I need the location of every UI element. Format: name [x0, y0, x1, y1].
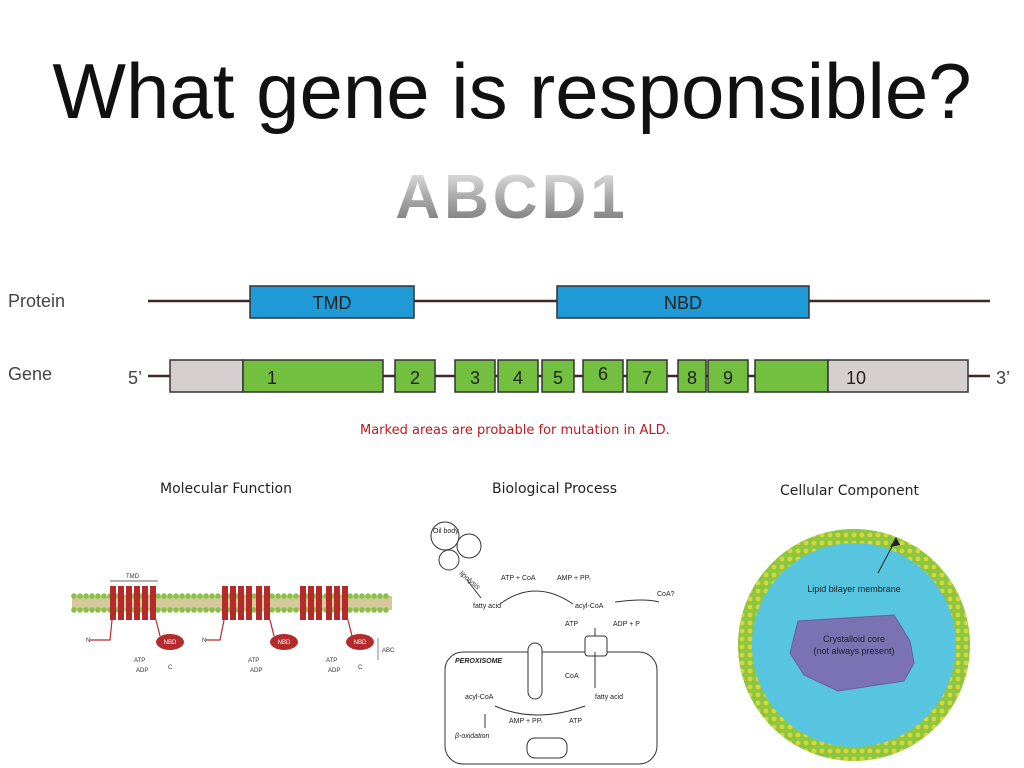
lipid-bead: [251, 593, 257, 599]
lipid-bead: [347, 593, 353, 599]
lipid-bead: [287, 607, 293, 613]
lipid-bead: [215, 607, 221, 613]
gene-label: Gene: [8, 364, 53, 384]
bp-oil-body: Oil body: [433, 528, 459, 535]
lipid-bead: [173, 593, 179, 599]
lipid-bead: [197, 607, 203, 613]
tmd-label: TMD: [312, 293, 352, 313]
mf-nbd-2: NBD: [277, 640, 291, 646]
lipid-bead: [377, 607, 383, 613]
bp-adp-p: ADP + P: [613, 621, 640, 628]
exon-label-5: 5: [552, 368, 564, 388]
lipid-bead: [185, 593, 191, 599]
biological-process-figure: [425, 518, 695, 768]
cc-membrane-label: Lipid bilayer membrane: [807, 584, 901, 594]
lipid-bead: [365, 607, 371, 613]
lipid-bead: [95, 607, 101, 613]
lipid-bead: [185, 607, 191, 613]
mf-atp-2: ATP: [248, 658, 260, 664]
caption-biological-process: Biological Process: [492, 481, 618, 497]
exon-label-3: 3: [469, 368, 481, 388]
lipid-bead: [101, 593, 107, 599]
bp-coa: CoA: [565, 673, 579, 680]
lipid-bead: [251, 607, 257, 613]
mf-nbd-1: NBD: [163, 640, 177, 646]
lipid-bead: [161, 607, 167, 613]
mf-adp-2: ADP: [250, 668, 263, 674]
lipid-bead: [203, 593, 209, 599]
mf-c-3: C: [358, 665, 363, 671]
exon-label-7: 7: [641, 368, 653, 388]
mf-adp-3: ADP: [328, 668, 341, 674]
lipid-bead: [197, 593, 203, 599]
utr-5: [170, 360, 243, 392]
bp-amp-ppi: AMP + PPᵢ: [557, 575, 591, 582]
bp-acyl-coa: acyl-CoA: [575, 603, 604, 610]
lipid-bead: [71, 607, 77, 613]
oil-body-1: [431, 522, 459, 550]
lipid-bead: [353, 607, 359, 613]
exon-1: [243, 360, 383, 392]
lipid-bead: [173, 607, 179, 613]
lipid-bead: [203, 607, 209, 613]
mutation-note: Marked areas are probable for mutation in ALD.: [360, 423, 670, 438]
lipid-bead: [359, 593, 365, 599]
exon-label-1: 1: [266, 368, 278, 388]
cellular-component-figure: [738, 523, 970, 768]
lipid-bead: [383, 593, 389, 599]
lipid-bead: [161, 593, 167, 599]
lipid-bead: [179, 593, 185, 599]
pnc-box: [527, 738, 567, 758]
lipid-bead: [209, 607, 215, 613]
lipid-bead: [371, 607, 377, 613]
lipid-bead: [167, 607, 173, 613]
cts-box: [585, 636, 607, 656]
lipid-bead: [365, 593, 371, 599]
mf-atp-3: ATP: [326, 658, 338, 664]
lipid-bead: [209, 593, 215, 599]
lipid-bead: [83, 593, 89, 599]
mf-nbd-3: NBD: [353, 640, 367, 646]
lipid-bead: [293, 607, 299, 613]
mf-tmd-label: TMD: [126, 574, 139, 580]
exon-label-2: 2: [409, 368, 421, 388]
lipid-bead: [269, 607, 275, 613]
lipid-bead: [77, 593, 83, 599]
bp-atp: ATP: [565, 621, 579, 628]
mf-abc: ABC: [382, 648, 395, 654]
nbd-label: NBD: [663, 293, 703, 313]
bp-peroxisome: PEROXISOME: [455, 658, 503, 665]
lipid-bead: [371, 593, 377, 599]
bp-beta-ox: β-oxidation: [455, 733, 490, 740]
lipid-bead: [167, 593, 173, 599]
gene-name-text: ABCD1: [395, 163, 629, 230]
cc-core-label-2: (not always present): [813, 646, 895, 656]
lipid-bead: [377, 593, 383, 599]
lipid-bead: [71, 593, 77, 599]
mf-adp-1: ADP: [136, 668, 149, 674]
bp-coa-q: CoA?: [657, 591, 675, 598]
mf-c-1: C: [168, 665, 173, 671]
lipid-bead: [191, 607, 197, 613]
exon-10: [755, 360, 828, 392]
bp-lipolysis: lipolysis: [457, 570, 481, 592]
lipid-bead: [155, 593, 161, 599]
lipid-bead: [383, 607, 389, 613]
lipid-bead: [275, 593, 281, 599]
exon-label-9: 9: [722, 368, 734, 388]
lipid-bead: [287, 593, 293, 599]
exon-label-10: 10: [845, 368, 867, 388]
oil-body-2: [457, 534, 481, 558]
lipid-bead: [89, 593, 95, 599]
molecular-function-figure: [60, 570, 405, 685]
lipid-bead: [353, 593, 359, 599]
lipid-bead: [83, 607, 89, 613]
lipid-bead: [275, 607, 281, 613]
cc-core-label-1: Crystalloid core: [822, 634, 886, 644]
exon-label-4: 4: [512, 368, 524, 388]
bp-amp-ppi-2: AMP + PPᵢ: [509, 718, 543, 725]
lipid-bead: [155, 607, 161, 613]
three-prime-label: 3’: [996, 368, 1011, 388]
caption-cellular-component: Cellular Component: [780, 483, 919, 499]
lipid-bead: [269, 593, 275, 599]
lacs-box: [528, 643, 542, 699]
lipid-bead: [95, 593, 101, 599]
gene-name: [380, 160, 644, 230]
mf-n-2: N: [202, 638, 207, 644]
oil-body-3: [439, 550, 459, 570]
lipid-bead: [281, 607, 287, 613]
exon-label-6: 6: [597, 364, 609, 384]
five-prime-label: 5’: [128, 368, 143, 388]
lipid-bead: [101, 607, 107, 613]
bp-atp-coa: ATP + CoA: [501, 575, 536, 582]
bp-fatty-acid: fatty acid: [473, 603, 502, 610]
mf-n-1: N: [86, 638, 91, 644]
lipid-bead: [89, 607, 95, 613]
mf-atp-1: ATP: [134, 658, 146, 664]
bp-acyl-coa-2: acyl-CoA: [465, 694, 494, 701]
caption-molecular-function: Molecular Function: [160, 481, 292, 497]
lipid-bead: [77, 607, 83, 613]
protein-label: Protein: [8, 291, 66, 311]
exon-label-8: 8: [686, 368, 698, 388]
lipid-bead: [191, 593, 197, 599]
lipid-bead: [179, 607, 185, 613]
lipid-bead: [215, 593, 221, 599]
lipid-bead: [359, 607, 365, 613]
lipid-bead: [293, 593, 299, 599]
lipid-bead: [347, 607, 353, 613]
lipid-bead: [281, 593, 287, 599]
slide-title: What gene is responsible?: [52, 47, 972, 135]
bp-atp-2: ATP: [569, 718, 583, 725]
bp-fatty-acid-2: fatty acid: [595, 694, 624, 701]
